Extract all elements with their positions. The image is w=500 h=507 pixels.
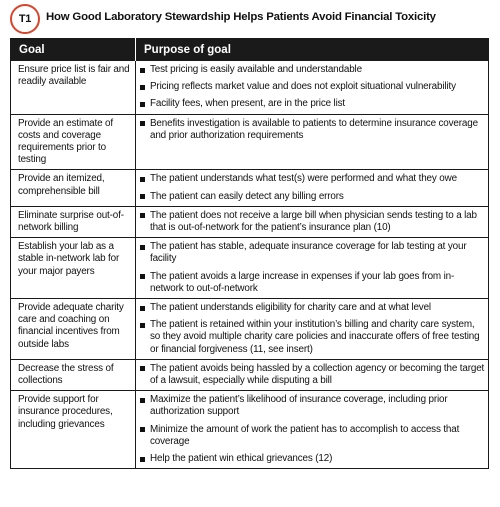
- square-bullet-icon: [140, 306, 145, 311]
- purpose-bullet-item: [140, 118, 485, 142]
- purpose-bullet-item: [140, 271, 485, 295]
- square-bullet-icon: [140, 68, 145, 73]
- purpose-text: Pricing reflects market value and does not exploit situational vulnerability: [150, 81, 456, 93]
- column-header-purpose: Purpose of goal: [136, 39, 489, 61]
- table-row: [11, 238, 489, 299]
- square-bullet-icon: [140, 194, 145, 199]
- purpose-text: Maximize the patient’s likelihood of insurance coverage, including prior authorization support: [150, 394, 448, 418]
- goal-cell: Decrease the stress of collections: [11, 359, 136, 390]
- goal-cell: Establish your lab as a stable in-network lab for your major payers: [11, 238, 136, 299]
- table-row: [11, 61, 489, 115]
- purpose-cell: [136, 61, 489, 115]
- purpose-bullet-item: [140, 191, 485, 203]
- purpose-text: The patient is retained within your institution’s billing and charity care system, so they avoid multiple charity care policies and inaccurate offers of free testing or financial forgiveness (11, see insert): [150, 319, 480, 355]
- square-bullet-icon: [140, 245, 145, 250]
- table-row: [11, 359, 489, 390]
- purpose-cell: [136, 114, 489, 170]
- purpose-cell: [136, 170, 489, 206]
- square-bullet-icon: [140, 274, 145, 279]
- purpose-bullet-item: [140, 210, 485, 234]
- table-row: [11, 391, 489, 469]
- table-header: [0, 0, 500, 38]
- square-bullet-icon: [140, 427, 145, 432]
- table-number-label: T1: [18, 13, 32, 25]
- column-header-goal: Goal: [11, 39, 136, 61]
- table-title: How Good Laboratory Stewardship Helps Patients Avoid Financial Toxicity: [46, 11, 436, 23]
- purpose-bullet-item: [140, 319, 485, 356]
- purpose-bullet-item: [140, 363, 485, 387]
- square-bullet-icon: [140, 85, 145, 90]
- stewardship-table: [10, 38, 489, 469]
- square-bullet-icon: [140, 121, 145, 126]
- goal-cell: Eliminate surprise out-of-network billing: [11, 206, 136, 237]
- purpose-text: Benefits investigation is available to patients to determine insurance coverage and prior authorization requirements: [150, 117, 478, 141]
- square-bullet-icon: [140, 457, 145, 462]
- purpose-bullet-item: [140, 241, 485, 265]
- purpose-text: Minimize the amount of work the patient has to accomplish to access that coverage: [150, 423, 460, 447]
- purpose-bullet-item: [140, 64, 485, 76]
- purpose-bullet-item: [140, 173, 485, 185]
- square-bullet-icon: [140, 177, 145, 182]
- goal-cell: Provide an itemized, comprehensible bill: [11, 170, 136, 206]
- square-bullet-icon: [140, 213, 145, 218]
- purpose-cell: [136, 299, 489, 360]
- table-header-row: [11, 39, 489, 61]
- purpose-text: The patient avoids a large increase in expenses if your lab goes from in-network to out-of-network: [150, 270, 455, 294]
- goal-cell: Provide an estimate of costs and coverage requirements prior to testing: [11, 114, 136, 170]
- purpose-bullet-item: [140, 302, 485, 314]
- goal-cell: Provide adequate charity care and coaching on financial incentives from outside labs: [11, 299, 136, 360]
- purpose-text: Test pricing is easily available and understandable: [150, 64, 362, 75]
- goal-cell: Ensure price list is fair and readily available: [11, 61, 136, 115]
- purpose-bullet-item: [140, 98, 485, 110]
- table-body: [11, 61, 489, 469]
- purpose-cell: [136, 391, 489, 469]
- square-bullet-icon: [140, 366, 145, 371]
- square-bullet-icon: [140, 398, 145, 403]
- table-row: [11, 299, 489, 360]
- table-row: [11, 170, 489, 206]
- purpose-cell: [136, 206, 489, 237]
- purpose-cell: [136, 359, 489, 390]
- table-row: [11, 114, 489, 170]
- purpose-bullet-item: [140, 394, 485, 418]
- purpose-cell: [136, 238, 489, 299]
- purpose-text: Facility fees, when present, are in the price list: [150, 98, 346, 110]
- purpose-text: The patient can easily detect any billing errors: [150, 190, 344, 202]
- table-number-badge: [10, 4, 40, 34]
- table-row: [11, 206, 489, 237]
- purpose-text: The patient has stable, adequate insurance coverage for lab testing at your facility: [150, 241, 467, 265]
- purpose-text: Help the patient win ethical grievances (12): [150, 453, 333, 465]
- purpose-text: The patient understands what test(s) were performed and what they owe: [150, 173, 457, 185]
- square-bullet-icon: [140, 102, 145, 107]
- purpose-bullet-item: [140, 453, 485, 465]
- goal-cell: Provide support for insurance procedures, including grievances: [11, 391, 136, 469]
- purpose-text: The patient avoids being hassled by a collection agency or becoming the target of a lawsuit, especially while disputing a bill: [150, 362, 485, 387]
- purpose-bullet-item: [140, 424, 485, 448]
- purpose-text: The patient does not receive a large bill when physician sends testing to a lab that is out-of-network for the patient’s insurance plan (10): [150, 209, 477, 234]
- purpose-bullet-item: [140, 81, 485, 93]
- square-bullet-icon: [140, 323, 145, 328]
- purpose-text: The patient understands eligibility for charity care and at what level: [150, 302, 431, 314]
